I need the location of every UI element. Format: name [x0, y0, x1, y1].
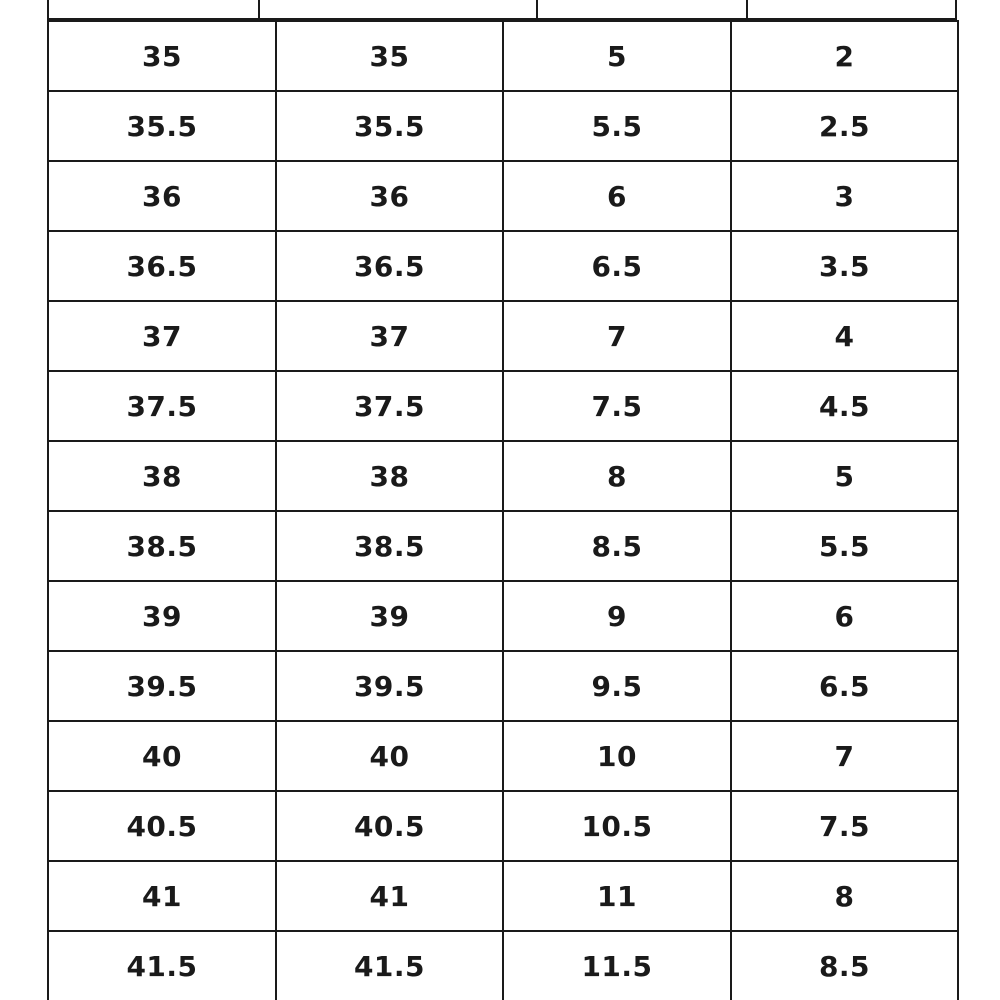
table-cell: 6.5 [731, 651, 958, 721]
table-cell: 5 [731, 441, 958, 511]
table-cell: 37.5 [276, 371, 503, 441]
table-cell: 10 [503, 721, 731, 791]
header-cell [538, 0, 748, 20]
table-body [48, 21, 958, 1000]
table-cell: 37 [276, 301, 503, 371]
table-cell: 11 [503, 861, 731, 931]
table-cell: 41.5 [48, 931, 276, 1000]
table-row [48, 231, 958, 301]
table-cell: 5.5 [731, 511, 958, 581]
table-cell: 39 [276, 581, 503, 651]
header-cell [748, 0, 955, 20]
table-row [48, 931, 958, 1000]
table-row [48, 21, 958, 91]
table-cell: 2.5 [731, 91, 958, 161]
table-cell: 3 [731, 161, 958, 231]
table-cell: 38 [276, 441, 503, 511]
table-cell: 35.5 [276, 91, 503, 161]
table-cell: 7.5 [731, 791, 958, 861]
table-cell: 6.5 [503, 231, 731, 301]
table-cell: 41.5 [276, 931, 503, 1000]
table-cell: 35 [276, 21, 503, 91]
table-cell: 10.5 [503, 791, 731, 861]
table-cell: 9.5 [503, 651, 731, 721]
table-cell: 6 [503, 161, 731, 231]
table-cell: 35.5 [48, 91, 276, 161]
table-row [48, 581, 958, 651]
table-row [48, 651, 958, 721]
table-row [48, 791, 958, 861]
table-cell: 39 [48, 581, 276, 651]
table-cell: 8.5 [731, 931, 958, 1000]
table-cell: 2 [731, 21, 958, 91]
table-cell: 8 [503, 441, 731, 511]
table-row [48, 441, 958, 511]
table-cell: 37 [48, 301, 276, 371]
table-cell: 40.5 [276, 791, 503, 861]
table-row [48, 861, 958, 931]
table-cell: 4 [731, 301, 958, 371]
table-cell: 40.5 [48, 791, 276, 861]
table-row [48, 371, 958, 441]
table-cell: 7 [731, 721, 958, 791]
table-cell: 11.5 [503, 931, 731, 1000]
table-cell: 8.5 [503, 511, 731, 581]
table-row [48, 301, 958, 371]
table-cell: 37.5 [48, 371, 276, 441]
table-cell: 36.5 [276, 231, 503, 301]
table-cell: 3.5 [731, 231, 958, 301]
table-row [48, 161, 958, 231]
table-cell: 7 [503, 301, 731, 371]
table-cell: 38.5 [48, 511, 276, 581]
table-cell: 38.5 [276, 511, 503, 581]
table-cell: 36 [48, 161, 276, 231]
table-cell: 36 [276, 161, 503, 231]
table-cell: 39.5 [48, 651, 276, 721]
size-conversion-table [47, 20, 959, 1000]
table-cell: 5.5 [503, 91, 731, 161]
table-cell: 38 [48, 441, 276, 511]
table-cell: 7.5 [503, 371, 731, 441]
table-header-row [47, 0, 957, 20]
table-cell: 36.5 [48, 231, 276, 301]
table-cell: 39.5 [276, 651, 503, 721]
table-cell: 8 [731, 861, 958, 931]
table-cell: 41 [48, 861, 276, 931]
header-cell [49, 0, 260, 20]
table-cell: 40 [48, 721, 276, 791]
table-row [48, 91, 958, 161]
header-cell [260, 0, 538, 20]
table-cell: 6 [731, 581, 958, 651]
table-cell: 40 [276, 721, 503, 791]
table-cell: 5 [503, 21, 731, 91]
table-cell: 41 [276, 861, 503, 931]
table-row [48, 511, 958, 581]
table-cell: 4.5 [731, 371, 958, 441]
table-cell: 9 [503, 581, 731, 651]
table-row [48, 721, 958, 791]
table-cell: 35 [48, 21, 276, 91]
